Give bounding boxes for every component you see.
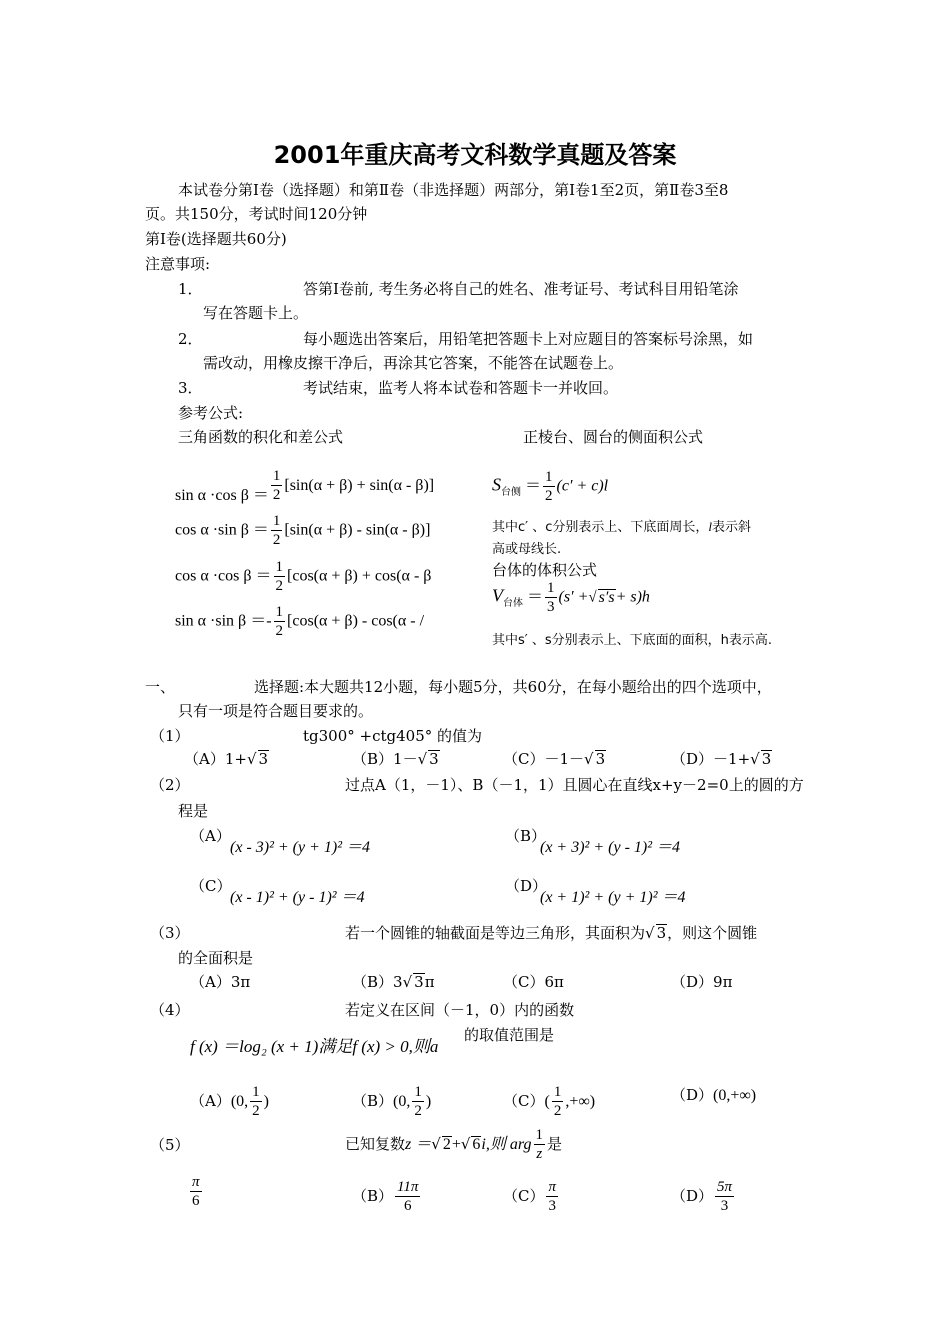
option-c: （C） $\frac{\pi}{3}$ — [503, 1179, 556, 1214]
option-d-expression: (x + 1)² + (y + 1)² ＝4 — [540, 889, 686, 906]
option-a: （A）1+√ 3 — [184, 750, 269, 768]
option-d: （D）－1+√ 3 — [671, 750, 772, 768]
question-stem: 若一个圆锥的轴截面是等边三角形，其面积为√ 3，则这个圆锥 — [345, 924, 758, 942]
question-stem: tg300° +ctg405° 的值为 — [303, 727, 483, 745]
trig-formula-title: 三角函数的积化和差公式 — [178, 428, 344, 446]
option-a: （A）(0, $\frac{1}{2}$ ) — [190, 1084, 269, 1119]
option-d: （D） $\frac{5\pi}{3}$ — [671, 1179, 733, 1214]
notice-heading: 注意事项: — [145, 255, 211, 273]
note-text: 需改动，用橡皮擦干净后，再涂其它答案，不能答在试题卷上。 — [203, 354, 624, 372]
note-text: 考试结束，监考人将本试卷和答题卡一并收回。 — [303, 379, 619, 397]
part-number: 一、 — [145, 678, 176, 696]
option-a: $\frac{\pi}{6}$ — [192, 1174, 200, 1209]
question-stem: 的取值范围是 — [464, 1026, 555, 1044]
option-b-expression: (x + 3)² + (y - 1)² ＝4 — [540, 839, 681, 856]
question-number: （3） — [150, 924, 190, 942]
note-number: 1． — [178, 280, 203, 298]
page-title: 2001年重庆高考文科数学真题及答案 — [273, 141, 677, 169]
frustum-formula-title: 正棱台、圆台的侧面积公式 — [523, 428, 704, 446]
note-text: 答第Ⅰ卷前, 考生务必将自己的姓名、准考证号、考试科目用铅笔涂 — [303, 280, 739, 298]
intro-line-2: 页。共150分，考试时间120分钟 — [145, 205, 368, 223]
question-number: （4） — [150, 1001, 190, 1019]
question-number: （1） — [150, 727, 190, 745]
lateral-area-note: 高或母线长. — [492, 542, 562, 557]
note-number: 2． — [178, 330, 203, 348]
option-d: （D）9π — [671, 973, 733, 991]
option-c: （C） — [190, 877, 232, 895]
option-c: （C）( $\frac{1}{2}$ ,+∞) — [503, 1084, 596, 1119]
trig-formula: cos α ·sin β ＝ $\frac{1}{2}$ [sin(α + β) - sin(α - β)] — [175, 513, 431, 548]
question-stem: 程是 — [178, 802, 209, 820]
option-c-expression: (x - 1)² + (y - 1)² ＝4 — [230, 889, 365, 906]
option-a: （A） — [190, 827, 231, 845]
trig-formula: cos α ·cos β ＝ $\frac{1}{2}$ [cos(α + β) + cos(α - β — [175, 559, 432, 594]
option-c: （C）－1－√ 3 — [503, 750, 606, 768]
option-b: （B） $\frac{11\pi}{6}$ — [352, 1179, 419, 1214]
formula-heading: 参考公式: — [178, 404, 244, 422]
question-stem: 的全面积是 — [178, 949, 254, 967]
note-text: 每小题选出答案后，用铅笔把答题卡上对应题目的答案标号涂黑，如 — [303, 330, 754, 348]
note-text: 写在答题卡上。 — [203, 304, 309, 322]
note-number: 3． — [178, 379, 203, 397]
option-d: （D）(0,+∞) — [671, 1086, 757, 1104]
trig-formula: sin α ·cos β ＝ $\frac{1}{2}$ [sin(α + β) + sin(α - β)] — [175, 468, 435, 504]
question-expression: f (x) ＝log₂ (x + 1)满足f (x) > 0,则a — [190, 1037, 439, 1056]
question-stem: 已知复数z ＝√ 2+√ 6i,则 arg $\frac{1}{z}$ 是 — [345, 1127, 563, 1162]
part-heading: 选择题:本大题共12小题，每小题5分，共60分，在每小题给出的四个选项中， — [254, 678, 772, 696]
question-number: （2） — [150, 776, 190, 794]
lateral-area-formula: $S_{台侧}$ ＝ $\frac{1}{2}$ (c′ + c)l — [492, 469, 609, 504]
option-d: （D） — [505, 877, 548, 895]
option-b: （B） — [505, 827, 547, 845]
option-b: （B）3√ 3π — [352, 973, 435, 991]
option-a: （A）3π — [190, 973, 251, 991]
question-stem: 若定义在区间（－1，0）内的函数 — [345, 1001, 575, 1019]
option-b: （B）(0, $\frac{1}{2}$ ) — [352, 1084, 432, 1119]
section-heading: 第Ⅰ卷(选择题共60分) — [145, 230, 287, 248]
question-stem: 过点A（1，－1）、B（－1，1）且圆心在直线x+y－2=0上的圆的方 — [345, 776, 804, 794]
volume-formula: $V_{台体}$ ＝ $\frac{1}{3}$ (s′ +√ s′s+ s)h — [492, 580, 650, 615]
trig-formula: sin α ·sin β ＝- $\frac{1}{2}$ [cos(α + β) - cos(α - / — [175, 604, 425, 639]
option-a-expression: (x - 3)² + (y + 1)² ＝4 — [230, 839, 371, 856]
intro-line-1: 本试卷分第Ⅰ卷（选择题）和第Ⅱ卷（非选择题）两部分，第Ⅰ卷1至2页，第Ⅱ卷3至8 — [178, 181, 729, 199]
lateral-area-note: 其中c′ 、c分别表示上、下底面周长，l表示斜 — [492, 519, 752, 535]
option-b: （B）1－√ 3 — [352, 750, 439, 768]
question-number: （5） — [150, 1136, 190, 1154]
option-c: （C）6π — [503, 973, 564, 991]
part-heading: 只有一项是符合题目要求的。 — [178, 702, 374, 720]
volume-note: 其中s′ 、s分别表示上、下底面的面积，h表示高. — [492, 633, 773, 648]
volume-formula-title: 台体的体积公式 — [492, 561, 598, 579]
